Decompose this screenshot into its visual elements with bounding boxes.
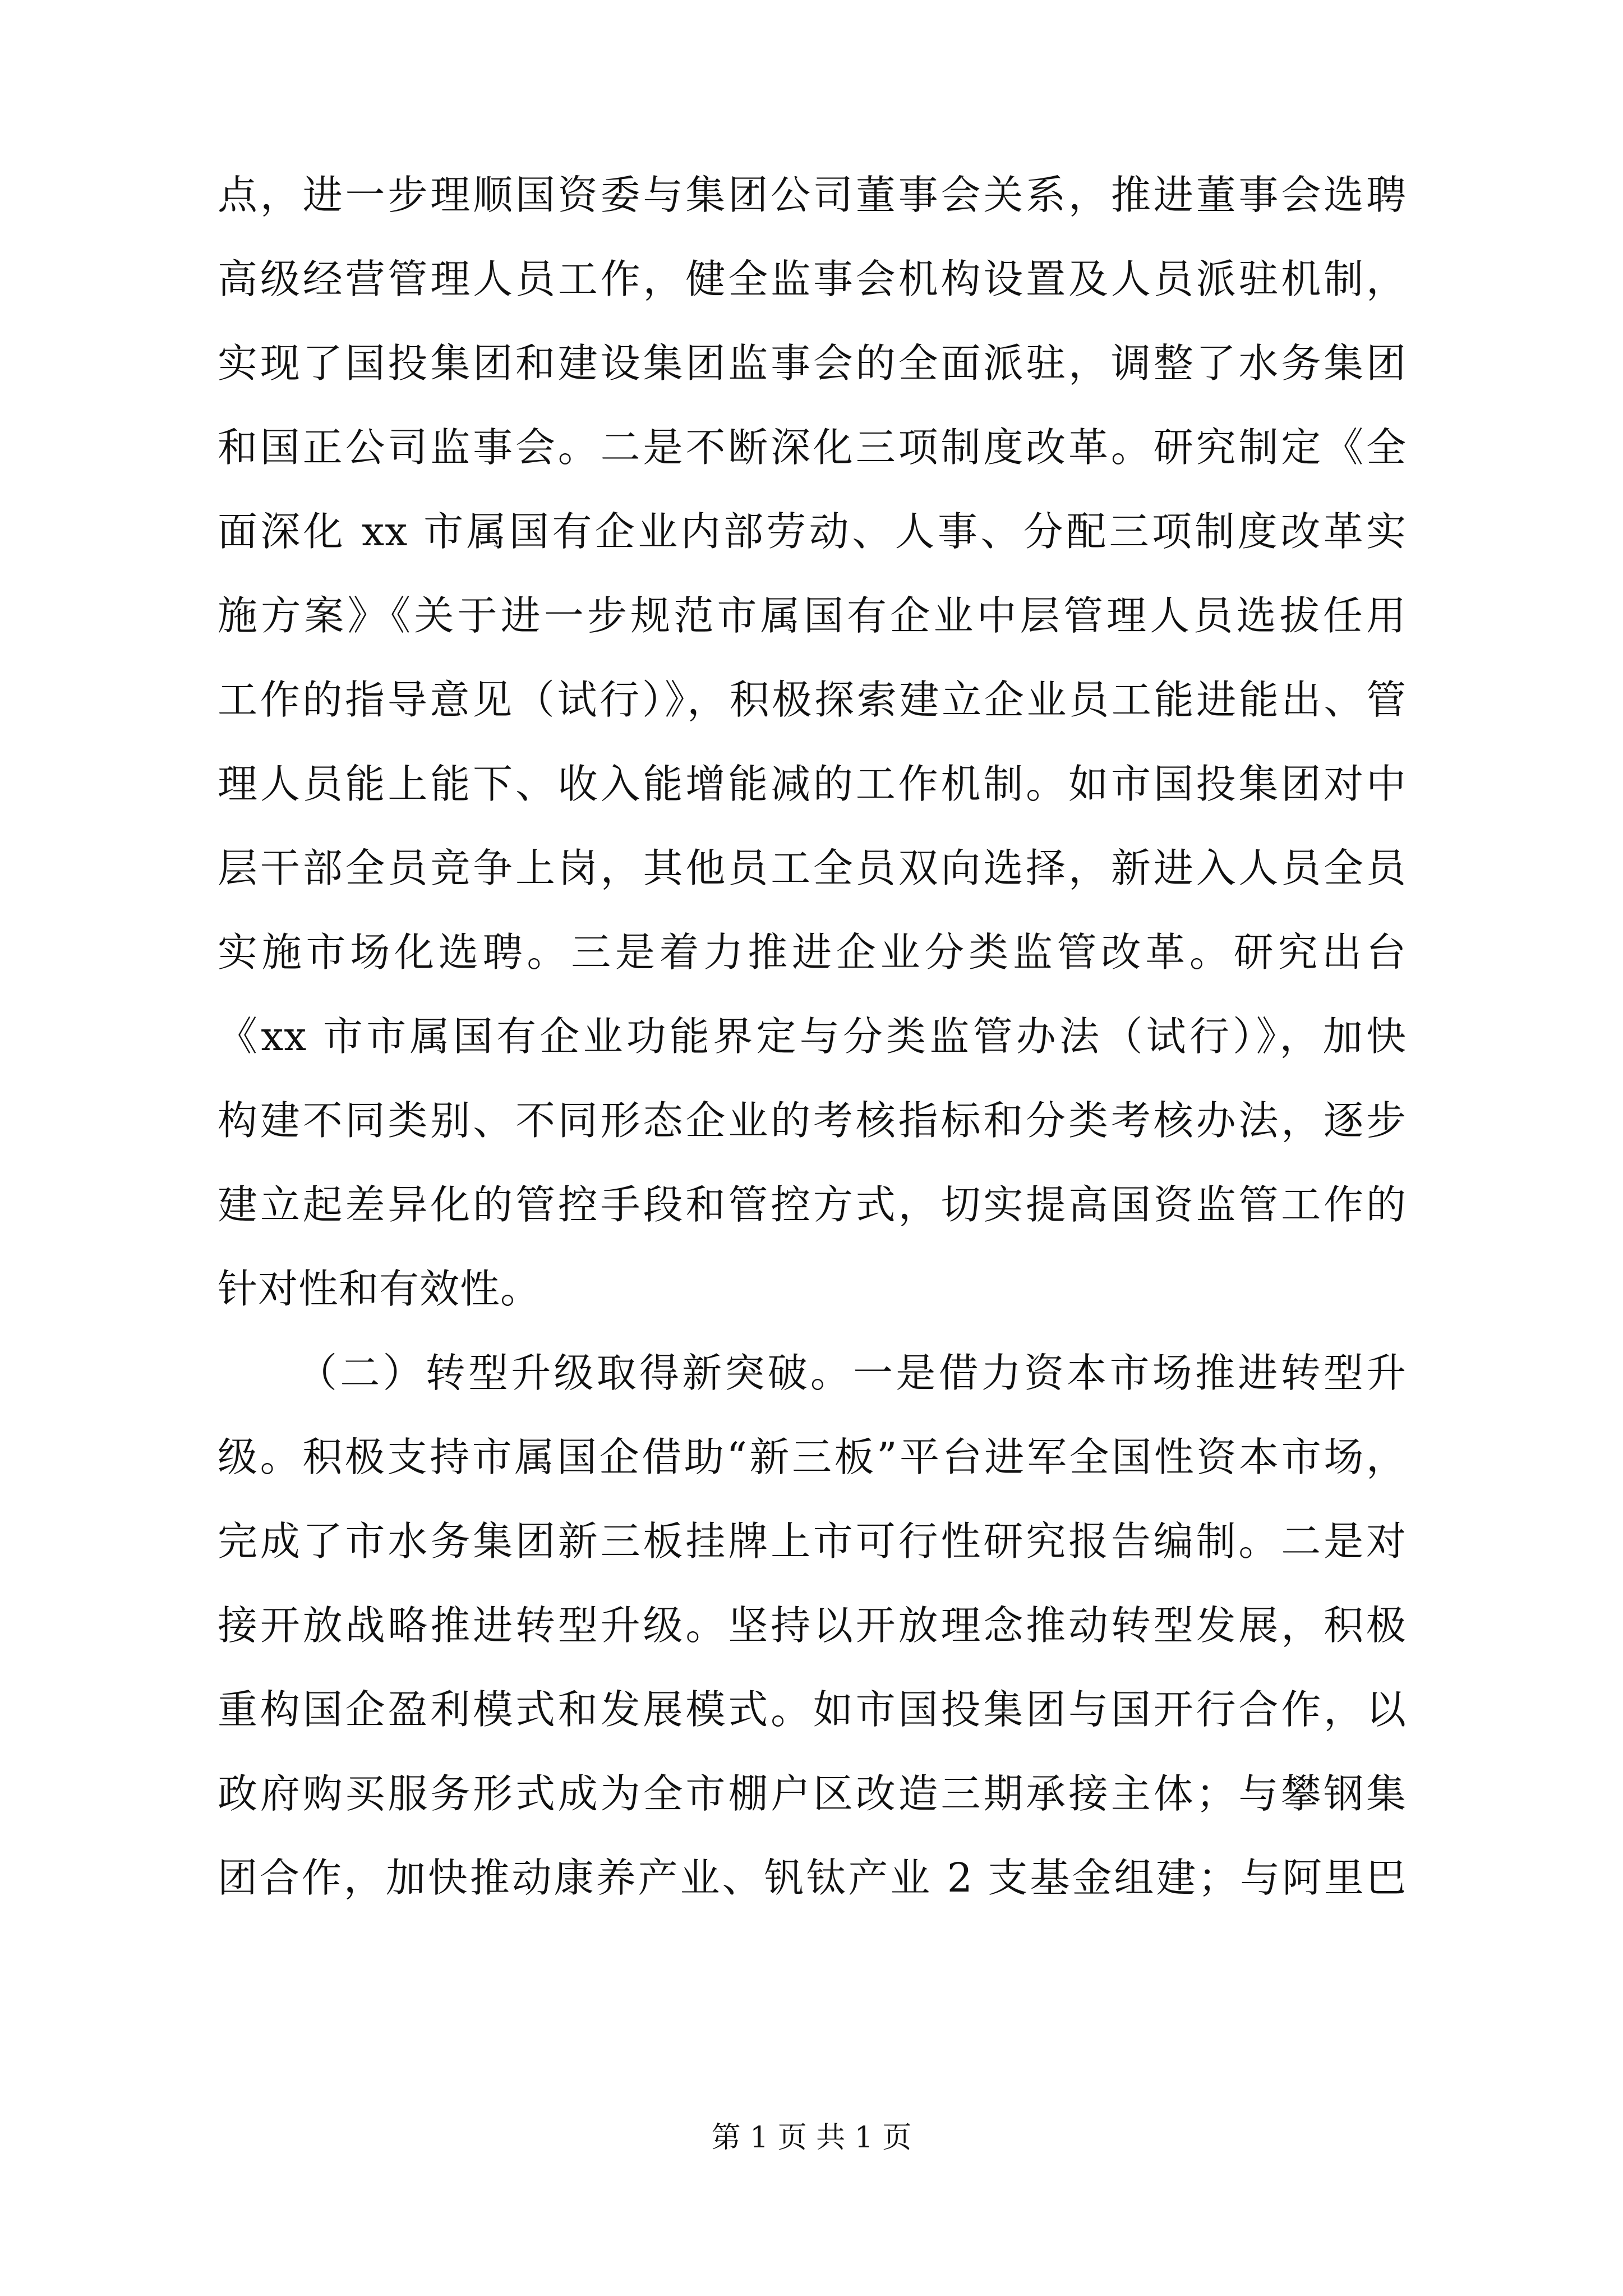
paragraph-line: 团合作，加快推动康养产业、钒钛产业 2 支基金组建；与阿里巴 <box>218 1855 1407 1901</box>
paragraph-line: 点，进一步理顺国资委与集团公司董事会关系，推进董事会选聘 <box>218 172 1407 218</box>
paragraph-line: 级。积极支持市属国企借助“新三板”平台进军全国性资本市场， <box>218 1434 1407 1480</box>
paragraph-line: 针对性和有效性。 <box>218 1266 541 1312</box>
paragraph-line: 构建不同类别、不同形态企业的考核指标和分类考核办法，逐步 <box>218 1097 1407 1144</box>
paragraph-line: 建立起差异化的管控手段和管控方式，切实提高国资监管工作的 <box>218 1181 1407 1228</box>
paragraph-line: 政府购买服务形式成为全市棚户区改造三期承接主体；与攀钢集 <box>218 1770 1407 1817</box>
page-number-footer: 第 1 页 共 1 页 <box>711 2121 912 2155</box>
paragraph-line: 施方案》《关于进一步规范市属国有企业中层管理人员选拔任用 <box>218 592 1407 639</box>
paragraph-line: 工作的指导意见（试行）》，积极探索建立企业员工能进能出、管 <box>218 677 1407 723</box>
paragraph-line: 接开放战略推进转型升级。坚持以开放理念推动转型发展，积极 <box>218 1602 1407 1649</box>
paragraph-line: 《xx 市市属国有企业功能界定与分类监管办法（试行）》，加快 <box>218 1013 1407 1060</box>
paragraph-line: 实现了国投集团和建设集团监事会的全面派驻，调整了水务集团 <box>218 340 1407 386</box>
paragraph-line: 面深化 xx 市属国有企业内部劳动、人事、分配三项制度改革实 <box>218 508 1407 555</box>
paragraph-line: 重构国企盈利模式和发展模式。如市国投集团与国开行合作，以 <box>218 1686 1407 1733</box>
paragraph-line: 和国正公司监事会。二是不断深化三项制度改革。研究制定《全 <box>218 424 1407 471</box>
paragraph-line: 高级经营管理人员工作，健全监事会机构设置及人员派驻机制， <box>218 256 1407 302</box>
paragraph-line: 层干部全员竞争上岗，其他员工全员双向选择，新进入人员全员 <box>218 845 1407 891</box>
paragraph-line: 理人员能上能下、收入能增能减的工作机制。如市国投集团对中 <box>218 761 1407 807</box>
paragraph-line: （二）转型升级取得新突破。一是借力资本市场推进转型升 <box>297 1350 1407 1396</box>
paragraph-line: 实施市场化选聘。三是着力推进企业分类监管改革。研究出台 <box>218 929 1407 976</box>
paragraph-line: 完成了市水务集团新三板挂牌上市可行性研究报告编制。二是对 <box>218 1518 1407 1565</box>
